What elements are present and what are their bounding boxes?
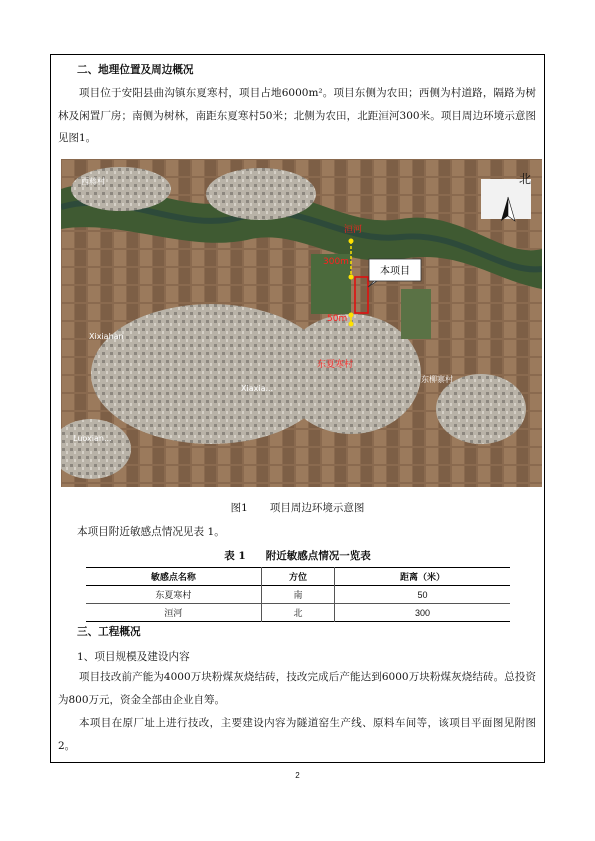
figure-caption [0,500,595,515]
section-heading-location: 二、地理位置及周边概况 [77,64,194,76]
table-title-text: 附近敏感点情况一览表 [265,550,371,562]
table-cell: 50 [417,589,428,600]
figure-number: 图1 [230,502,248,514]
distance-south-label: 50m [327,314,348,324]
village-center-label: Xiaxia... [241,384,274,393]
table-row [86,586,510,604]
table-number: 表 1 [224,550,246,562]
table-cell: 南 [261,586,334,604]
village-main-label: 东夏寒村 [317,360,354,370]
river-label: 洹河 [344,225,363,235]
construction-paragraph: 本项目在原厂址上进行技改，主要建设内容为隧道窑生产线、原料车间等，该项目平面图见附图2。 [58,717,536,752]
surrounding-environment-map [61,159,542,487]
table-header-row [86,568,510,586]
table-cell: 洹河 [164,608,183,618]
north-label: 北 [519,172,532,186]
sensitive-points-table [86,567,510,622]
page-number: 2 [295,771,300,780]
project-label: 本项目 [380,266,410,277]
village-east-label: 东柳寨村 [421,375,453,384]
table-title [0,548,595,563]
village-nw-label: 西蒋村 [81,177,105,186]
table-cell: 300 [415,607,431,618]
table-header-cell: 方位 [261,568,334,586]
table-header-cell: 距离（米） [400,573,446,583]
table-reference-text: 本项目附近敏感点情况见表 1。 [77,526,225,538]
subheading-scale: 1、项目规模及建设内容 [77,651,190,663]
scale-paragraph: 项目技改前产能为4000万块粉煤灰烧结砖，技改完成后产能达到6000万块粉煤灰烧结砖。总投资为800万元，资金全部由企业自筹。 [58,671,536,706]
figure-title: 项目周边环境示意图 [269,502,365,514]
village-sw-label: Luoxian... [73,434,112,443]
table-header-cell: 敏感点名称 [150,573,196,583]
section-heading-project: 三、工程概况 [77,626,141,638]
table-cell: 东夏寒村 [155,590,192,600]
table-row [86,604,510,622]
location-paragraph: 项目位于安阳县曲沟镇东夏寒村，项目占地6000m²。项目东侧为农田；西侧为村道路，隔路为树林及闲置厂房；南侧为树林，南距东夏寒村50米；北侧为农田，北距洹河300米。项目周边环境示意图见图1。 [58,87,536,144]
table-cell: 北 [261,604,334,622]
distance-north-label: 300m [323,257,349,267]
village-west-label: Xixiahan [89,332,124,341]
